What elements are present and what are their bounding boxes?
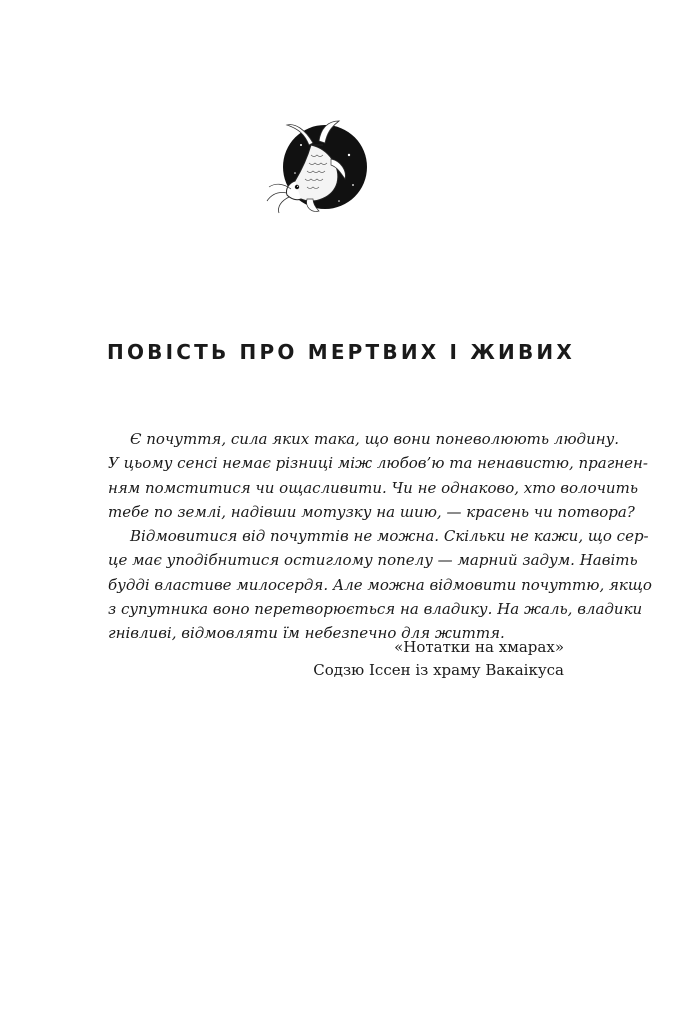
- epigraph-line: гнівливі, відмовляти їм небезпечно для життя.: [108, 624, 505, 643]
- attribution-source: «Нотатки на хмарах»: [394, 638, 564, 656]
- attribution: [313, 636, 564, 682]
- epigraph-line: тебе по землі, надівши мотузку на шию, — красень чи потвора?: [108, 502, 635, 521]
- koi-carp-icon: [265, 115, 369, 215]
- epigraph-line: з супутника воно перетворюється на владику. На жаль, владики: [108, 600, 643, 619]
- epigraph-line: ням помститися чи ощасливити. Чи не однаково, хто волочить: [108, 478, 638, 497]
- epigraph-line: це має уподібнитися остиглому попелу — марний задум. Навіть: [108, 551, 638, 570]
- chapter-title: ПОВІСТЬ ПРО МЕРТВИХ І ЖИВИХ: [107, 340, 575, 364]
- epigraph-line: Є почуття, сила яких така, що вони поневолюють людину.: [130, 430, 620, 448]
- epigraph: [108, 427, 652, 646]
- epigraph-line: будді властиве милосердя. Але можна відмовити почуттю, якщо: [108, 575, 652, 594]
- epigraph-line: У цьому сенсі немає різниці між любов’ю та ненавистю, прагнен-: [108, 454, 648, 473]
- attribution-author: Содзю Іссен із храму Вакаікуса: [313, 661, 564, 679]
- epigraph-line: Відмовитися від почуттів не можна. Скільки не кажи, що сер-: [130, 527, 649, 546]
